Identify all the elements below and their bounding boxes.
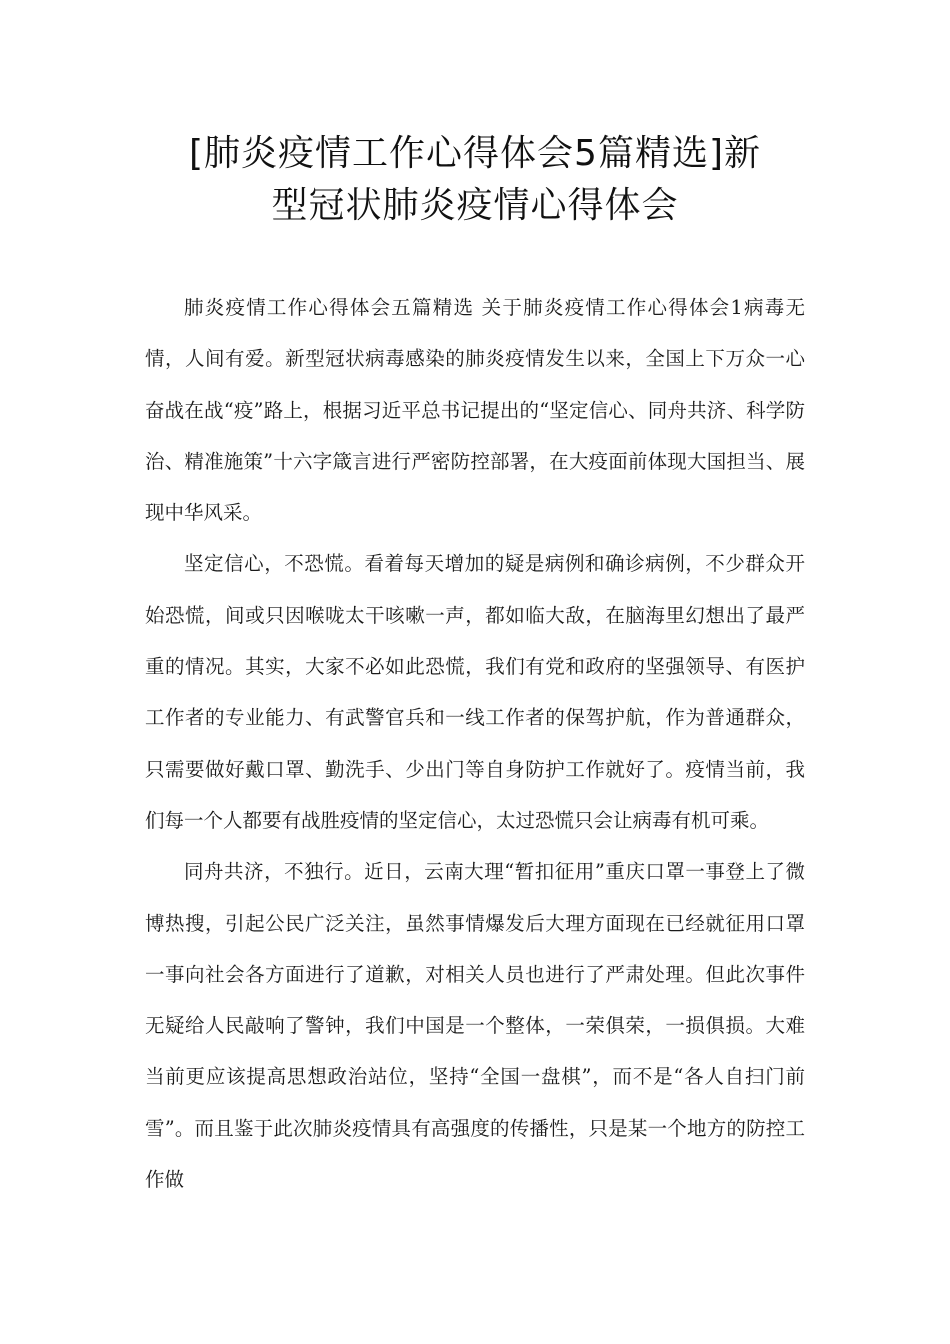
paragraph-solidarity: 同舟共济，不独行。近日，云南大理“暂扣征用”重庆口罩一事登上了微博热搜，引起公民广泛关注，虽然事情爆发后大理方面现在已经就征用口罩一事向社会各方面进行了道歉，对相关人员也进行了严肃处理。但此次事件无疑给人民敲响了警钟，我们中国是一个整体，一荣俱荣，一损俱损。大难当前更应该提高思想政治站位，坚持“全国一盘棋”，而不是“各人自扫门前雪”。而且鉴于此次肺炎疫情具有高强度的传播性，只是某一个地方的防控工作做: [145, 860, 805, 1192]
document-title: [120, 128, 830, 232]
title-line-1: [肺炎疫情工作心得体会5篇精选]新: [189, 133, 761, 174]
document-body: [145, 282, 805, 1205]
paragraph-intro: 肺炎疫情工作心得体会五篇精选 关于肺炎疫情工作心得体会1病毒无情，人间有爱。新型冠状病毒感染的肺炎疫情发生以来，全国上下万众一心奋战在战“疫”路上，根据习近平总书记提出的“坚定信心、同舟共济、科学防治、精准施策”十六字箴言进行严密防控部署，在大疫面前体现大国担当、展现中华风采。: [145, 296, 805, 525]
title-line-2: 型冠状肺炎疫情心得体会: [271, 185, 679, 226]
paragraph-confidence: 坚定信心，不恐慌。看着每天增加的疑是病例和确诊病例，不少群众开始恐慌，间或只因喉咙太干咳嗽一声，都如临大敌，在脑海里幻想出了最严重的情况。其实，大家不必如此恐慌，我们有党和政府的坚强领导、有医护工作者的专业能力、有武警官兵和一线工作者的保驾护航，作为普通群众，只需要做好戴口罩、勤洗手、少出门等自身防护工作就好了。疫情当前，我们每一个人都要有战胜疫情的坚定信心，太过恐慌只会让病毒有机可乘。: [145, 552, 805, 832]
